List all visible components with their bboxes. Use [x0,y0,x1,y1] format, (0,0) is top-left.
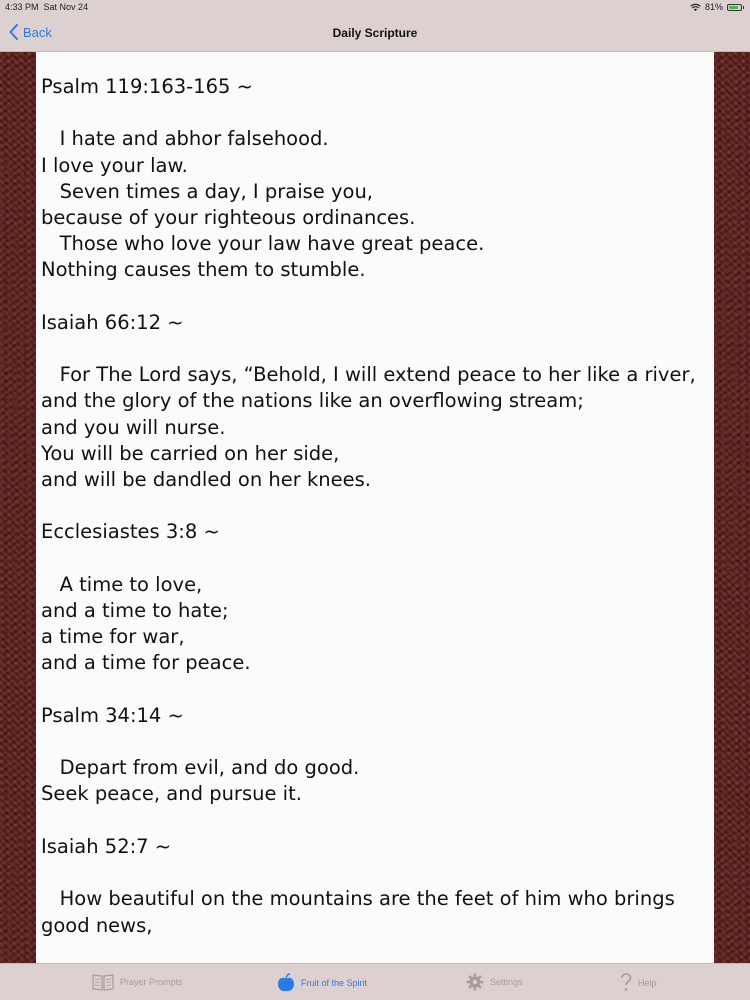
book-icon [92,973,114,991]
navigation-bar [0,16,750,52]
tab-label: Help [638,978,657,988]
battery-level [729,6,738,9]
battery-icon [727,4,742,11]
battery-tip [743,6,744,9]
tab-label: Settings [490,977,523,987]
wifi-icon [690,3,701,12]
page-title: Daily Scripture [332,26,418,40]
gear-icon [466,973,484,991]
leather-border-right [714,52,750,963]
tab-help[interactable] [620,973,657,993]
back-label: Back [23,24,52,40]
tab-prayer-prompts[interactable] [92,973,183,991]
fruit-icon [277,973,295,993]
status-indicators [690,2,744,12]
status-time: 4:33 PM [5,2,39,12]
tab-bar [0,963,750,1000]
tab-fruit-of-the-spirit[interactable] [277,973,367,993]
question-icon [620,973,632,993]
battery-percent: 81% [704,2,723,12]
leather-border-left [0,52,36,963]
scripture-scroll-view[interactable] [36,52,714,963]
status-time-date [5,2,88,12]
tab-settings[interactable] [466,973,523,991]
scripture-text: Psalm 119:163-165 ~ I hate and abhor falsehood. I love your law. Seven times a day, I praise you, because of your righteous ordinances. Those who love your law have great peace. Nothing causes them to stumble. Isaiah 66:12 ~ For The Lord says, “Behold, I will extend peace to her like a river, and the glory of the nations like an overflowing stream; and you will nurse. You will be carried on her side, and will be dandled on her knees. Ecclesiastes 3:8 ~ A time to love, and a time to hate; a time for war, and a time for peace. Psalm 34:14 ~ Depart from evil, and do good. Seek peace, and pursue it. Isaiah 52:7 ~ How beautiful on the mountains are the feet of him who brings good news, [41,75,696,937]
tab-label: Fruit of the Spirit [301,978,368,988]
status-date: Sat Nov 24 [43,2,89,12]
status-bar [0,0,750,16]
tab-label: Prayer Prompts [120,977,183,987]
